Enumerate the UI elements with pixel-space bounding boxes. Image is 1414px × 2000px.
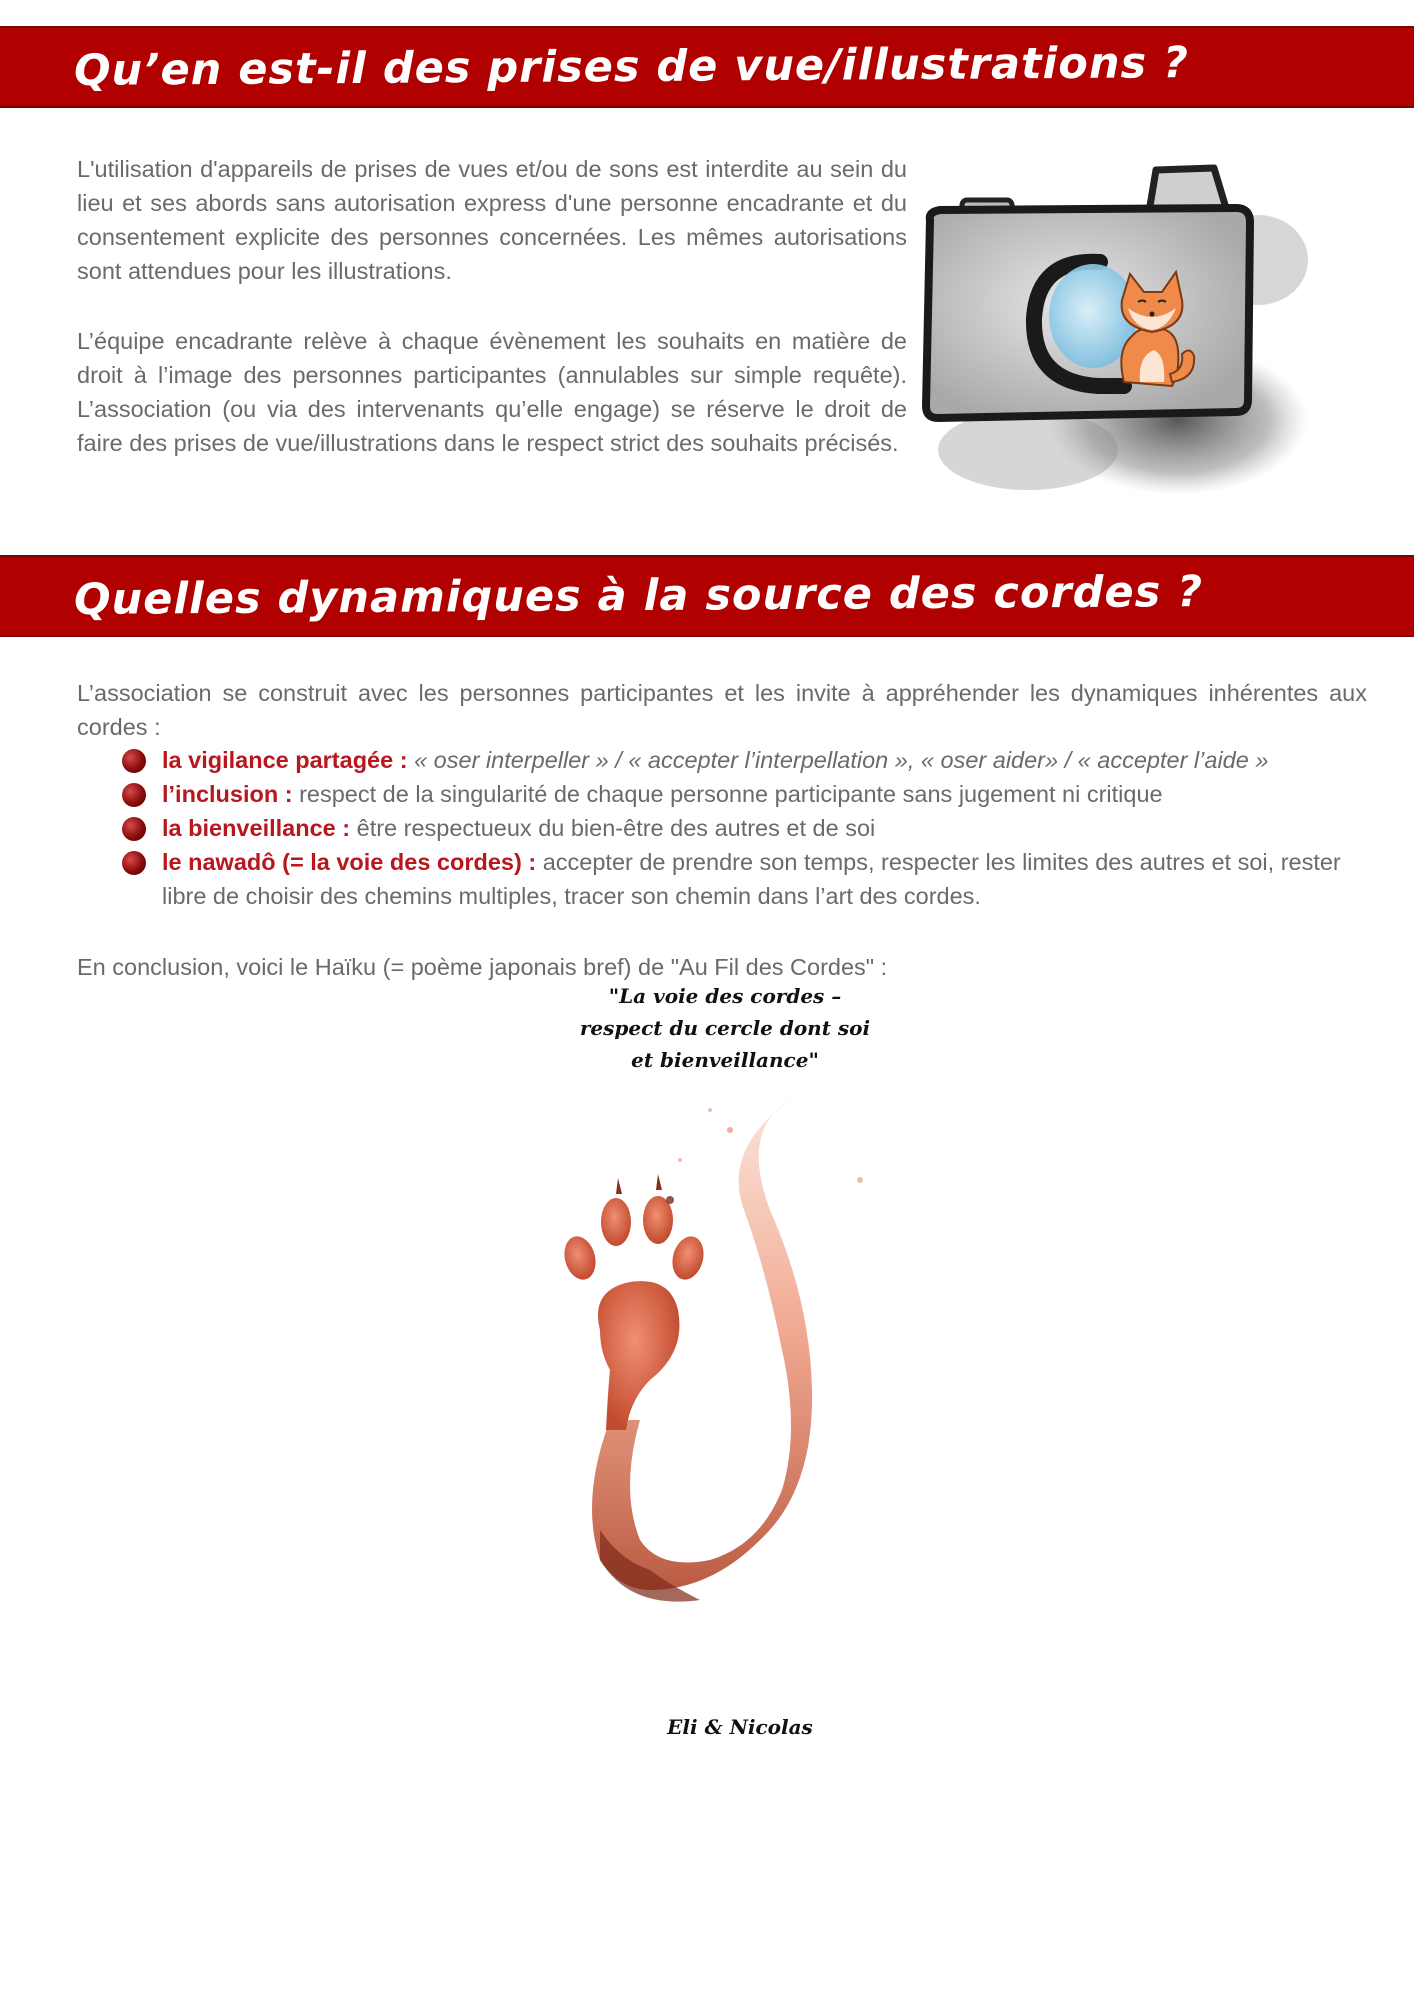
list-item-text: respect de la singularité de chaque personne participante sans jugement ni critique bbox=[299, 781, 1163, 807]
list-item bbox=[122, 777, 1372, 811]
bullet-icon bbox=[122, 749, 146, 773]
list-item bbox=[122, 743, 1372, 777]
haiku-line: respect du cercle dont soi bbox=[579, 1016, 871, 1040]
haiku-poem bbox=[490, 980, 960, 1076]
dynamics-list bbox=[122, 743, 1372, 913]
list-item-term: la bienveillance : bbox=[162, 815, 351, 841]
list-item-text: « oser interpeller » / « accepter l’interpellation », « oser aider» / « accepter l’aide » bbox=[414, 747, 1269, 773]
list-item-text: accepter de prendre son temps, respecter les limites des autres et soi, rester libre de choisir des chemins multiples, tracer son chemin dans l’art des cordes. bbox=[162, 849, 1341, 909]
bullet-icon bbox=[122, 851, 146, 875]
section-title: Quelles dynamiques à la source des cordes ? bbox=[73, 567, 1204, 625]
paw-print-with-tail-icon bbox=[560, 1090, 920, 1670]
signature: Eli & Nicolas bbox=[667, 1715, 813, 1739]
photo-policy-paragraph: L'utilisation d'appareils de prises de vues et/ou de sons est interdite au sein du lieu et ses abords sans autorisation express d'une personne encadrante et du consentement explicite des personnes concernées. Les mêmes autorisations sont attendues pour les illustrations. bbox=[77, 156, 907, 284]
bullet-icon bbox=[122, 817, 146, 841]
conclusion-paragraph: En conclusion, voici le Haïku (= poème japonais bref) de "Au Fil des Cordes" : bbox=[77, 954, 888, 980]
list-item-term: la vigilance partagée : bbox=[162, 747, 408, 773]
list-item-term: l’inclusion : bbox=[162, 781, 293, 807]
section-header-banner bbox=[0, 26, 1414, 108]
haiku-line: "La voie des cordes – bbox=[608, 984, 842, 1008]
association-intro-paragraph: L’association se construit avec les personnes participantes et les invite à appréhender les dynamiques inhérentes aux cordes : bbox=[77, 680, 1367, 740]
haiku-line: et bienveillance" bbox=[631, 1048, 819, 1072]
section-title: Qu’en est-il des prises de vue/illustrations ? bbox=[73, 38, 1190, 96]
list-item-text: être respectueux du bien-être des autres et de soi bbox=[356, 815, 876, 841]
list-item bbox=[122, 811, 1372, 845]
list-item-term: le nawadô (= la voie des cordes) : bbox=[162, 849, 537, 875]
list-item bbox=[122, 845, 1372, 913]
section-header-banner bbox=[0, 555, 1414, 637]
image-rights-paragraph: L’équipe encadrante relève à chaque évènement les souhaits en matière de droit à l’image des personnes participantes (annulables sur simple requête). L’association (ou via des intervenants qu’elle engage) se réserve le droit de faire des prises de vue/illustrations dans le respect strict des souhaits précisés. bbox=[77, 328, 907, 456]
bullet-icon bbox=[122, 783, 146, 807]
camera-with-fox-icon bbox=[918, 150, 1310, 502]
